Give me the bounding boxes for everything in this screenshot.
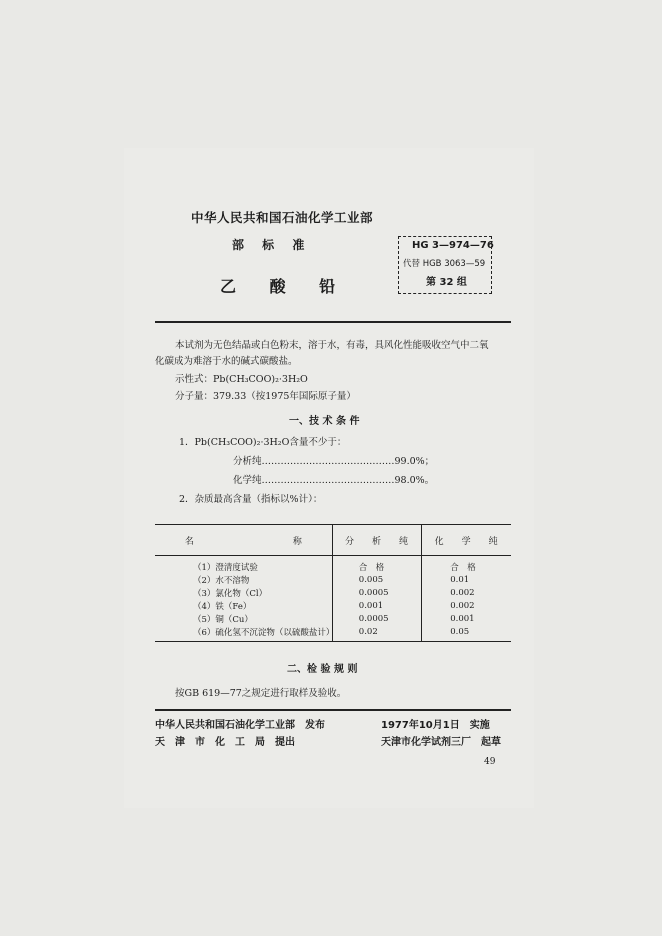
intro-line-2: 化碳成为难溶于水的碱式碳酸盐。 — [155, 356, 298, 367]
effective-date: 1977年10月1日 实施 — [381, 720, 490, 731]
molecular-weight: 分子量：379.33（按1975年国际原子量） — [175, 391, 356, 402]
table-row — [155, 573, 511, 586]
row-cp-value: 0.002 — [422, 599, 511, 612]
standard-code: HG 3—974—76 — [412, 240, 494, 251]
section-1-heading: 一、技 术 条 件 — [289, 416, 360, 427]
chemical-grade: 化学纯……………………………………98.0%。 — [233, 475, 435, 486]
footer-divider — [155, 709, 511, 711]
group-number: 第 32 组 — [426, 277, 467, 288]
row-ar-value: 0.005 — [332, 573, 421, 586]
row-cp-value: 0.01 — [422, 573, 511, 586]
table-row — [155, 599, 511, 612]
row-ar-value: 0.001 — [332, 599, 421, 612]
analytical-grade: 分析纯……………………………………99.0%； — [233, 456, 435, 467]
standard-type: 部 标 准 — [232, 238, 305, 252]
row-ar-value: 0.0005 — [332, 612, 421, 625]
issuer: 中华人民共和国石油化学工业部 发布 — [155, 720, 325, 731]
proposer: 天 津 市 化 工 局 提出 — [155, 737, 295, 748]
column-header-name: 名 称 — [155, 525, 332, 556]
replaces-code: 代替 HGB 3063—59 — [403, 259, 486, 269]
row-ar-value: 合 格 — [332, 556, 421, 574]
row-label: （4）铁（Fe） — [193, 601, 252, 612]
row-cp-value: 0.002 — [422, 586, 511, 599]
section-2-heading: 二、检 验 规 则 — [287, 664, 358, 675]
table-row — [155, 556, 511, 574]
section-2-text: 按GB 619—77之规定进行取样及验收。 — [175, 688, 347, 699]
row-label: （6）硫化氢不沉淀物（以硫酸盐计） — [155, 625, 332, 642]
row-ar-value: 0.02 — [332, 625, 421, 642]
column-header-cp: 化 学 纯 — [422, 525, 511, 556]
column-header-ar: 分 析 纯 — [332, 525, 421, 556]
table-row — [155, 586, 511, 599]
row-cp-value: 合 格 — [422, 556, 511, 574]
table-header-row — [155, 525, 511, 556]
row-label: （3）氯化物（Cl） — [193, 588, 268, 599]
row-ar-value: 0.0005 — [332, 586, 421, 599]
row-label: （2）水不溶物 — [193, 575, 250, 586]
document-title: 乙 酸 铅 — [220, 277, 336, 296]
table-row — [155, 612, 511, 625]
drafter: 天津市化学试剂三厂 起草 — [381, 737, 501, 748]
row-label: （1）澄清度试验 — [193, 562, 258, 573]
row-label: （5）铜（Cu） — [193, 614, 253, 625]
row-cp-value: 0.05 — [422, 625, 511, 642]
formula: 示性式：Pb(CH₃COO)₂·3H₂O — [175, 374, 308, 385]
impurity-table — [155, 524, 511, 642]
intro-line-1: 本试剂为无色结晶或白色粉末，溶于水，有毒，具风化性能吸收空气中二氧 — [175, 340, 489, 351]
row-cp-value: 0.001 — [422, 612, 511, 625]
item-2: 2．杂质最高含量（指标以%计）： — [179, 494, 323, 505]
item-1: 1．Pb(CH₃COO)₂·3H₂O含量不少于： — [179, 437, 347, 448]
page-number: 49 — [484, 757, 496, 767]
header-divider — [155, 321, 511, 323]
table-row — [155, 625, 511, 642]
ministry-header: 中华人民共和国石油化学工业部 — [191, 210, 374, 225]
